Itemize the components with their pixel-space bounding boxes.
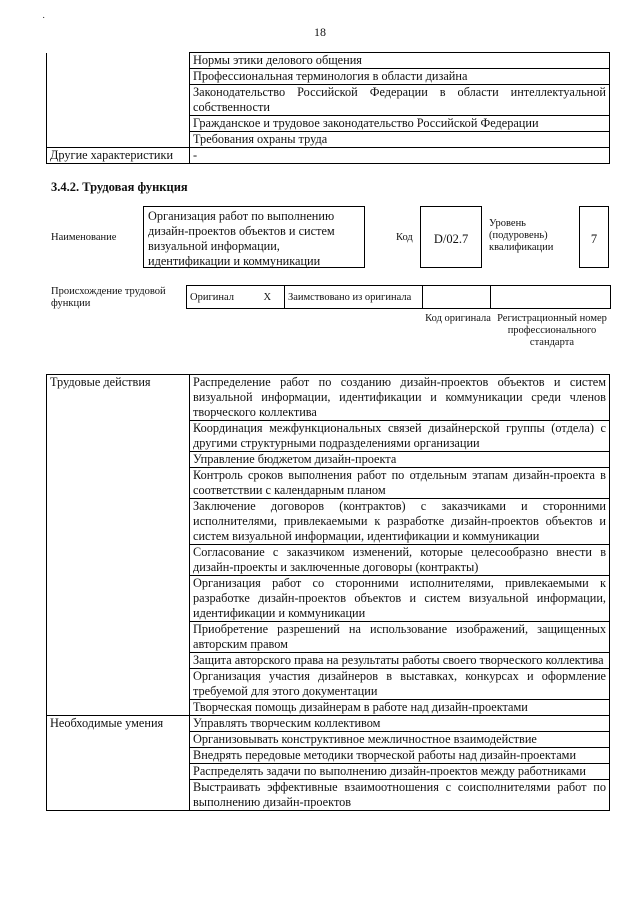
table-cell: Гражданское и трудовое законодательство Российской Федерации: [190, 116, 610, 132]
origin-label: Происхождение трудовой функции: [51, 286, 166, 309]
table-row: [47, 53, 610, 69]
empty-label-cell: [47, 53, 190, 148]
page-mark: ˙: [42, 16, 46, 27]
origin-table: [186, 285, 611, 309]
table-cell: Нормы этики делового общения: [190, 53, 610, 69]
table-cell: -: [190, 148, 610, 164]
characteristics-table: [46, 52, 610, 164]
level-value-box: 7: [579, 206, 609, 268]
code-original-cell: [423, 286, 491, 309]
table-cell: Распределять задачи по выполнению дизайн-проектов между работниками: [190, 764, 610, 780]
table-cell: Профессиональная терминология в области дизайна: [190, 69, 610, 85]
table-row: [47, 148, 610, 164]
function-name-box: Организация работ по выполнению дизайн-проектов объектов и систем визуальной информации, идентификации и коммуникации: [143, 206, 365, 268]
code-original-caption: Код оригинала: [425, 313, 491, 324]
labor-function-table: [46, 374, 610, 811]
table-cell: Защита авторского права на результаты работы своего творческого коллектива: [190, 653, 610, 669]
level-label: Уровень (подуровень) квалификации: [489, 218, 554, 253]
code-label: Код: [396, 232, 413, 243]
original-label: Оригинал: [187, 286, 251, 309]
table-row: [47, 716, 610, 732]
table-cell: Согласование с заказчиком изменений, которые целесообразно внести в дизайн-проекты и заключенные договоры (контракты): [190, 545, 610, 576]
table-cell: Творческая помощь дизайнерам в работе над дизайн-проектами: [190, 700, 610, 716]
code-value-box: D/02.7: [420, 206, 482, 268]
table-cell: Внедрять передовые методики творческой работы над дизайн-проектами: [190, 748, 610, 764]
reg-number-cell: [491, 286, 611, 309]
table-cell: Законодательство Российской Федерации в области интеллектуальной собственности: [190, 85, 610, 116]
table-cell: Выстраивать эффективные взаимоотношения с соисполнителями работ по выполнению дизайн-проектов: [190, 780, 610, 811]
table-cell: Координация межфункциональных связей дизайнерской группы (отдела) с другими структурными подразделениями организации: [190, 421, 610, 452]
table-cell: Заключение договоров (контрактов) с заказчиками и сторонними исполнителями, привлекаемыми к разработке дизайн-проектов объектов и систем визуальной информации, идентификации и коммуникации: [190, 499, 610, 545]
table-cell: Управлять творческим коллективом: [190, 716, 610, 732]
name-label: Наименование: [51, 232, 117, 243]
table-cell: Организация участия дизайнеров в выставках, конкурсах и оформление требуемой для этого документации: [190, 669, 610, 700]
table-cell: Контроль сроков выполнения работ по отдельным этапам дизайн-проекта в соответствии с календарным планом: [190, 468, 610, 499]
table-cell: Распределение работ по созданию дизайн-проектов объектов и систем визуальной информации, идентификации и коммуникации среди членов творческого коллектива: [190, 375, 610, 421]
table-cell: Организация работ со сторонними исполнителями, привлекаемыми к разработке дизайн-проектов объектов и систем визуальной информации, идентификации и коммуникации: [190, 576, 610, 622]
other-characteristics-label: Другие характеристики: [47, 148, 190, 164]
section-heading: 3.4.2. Трудовая функция: [51, 180, 188, 194]
table-cell: Приобретение разрешений на использование изображений, защищенных авторским правом: [190, 622, 610, 653]
skills-label: Необходимые умения: [47, 716, 190, 811]
page-number: 18: [314, 25, 326, 39]
table-row: [47, 375, 610, 421]
labor-actions-label: Трудовые действия: [47, 375, 190, 716]
reg-number-caption: Регистрационный номер профессионального стандарта: [497, 313, 607, 348]
table-row: [187, 286, 611, 309]
table-cell: Требования охраны труда: [190, 132, 610, 148]
borrowed-label: Заимствовано из оригинала: [285, 286, 423, 309]
table-cell: Организовывать конструктивное межличностное взаимодействие: [190, 732, 610, 748]
original-mark: X: [251, 286, 285, 309]
table-cell: Управление бюджетом дизайн-проекта: [190, 452, 610, 468]
